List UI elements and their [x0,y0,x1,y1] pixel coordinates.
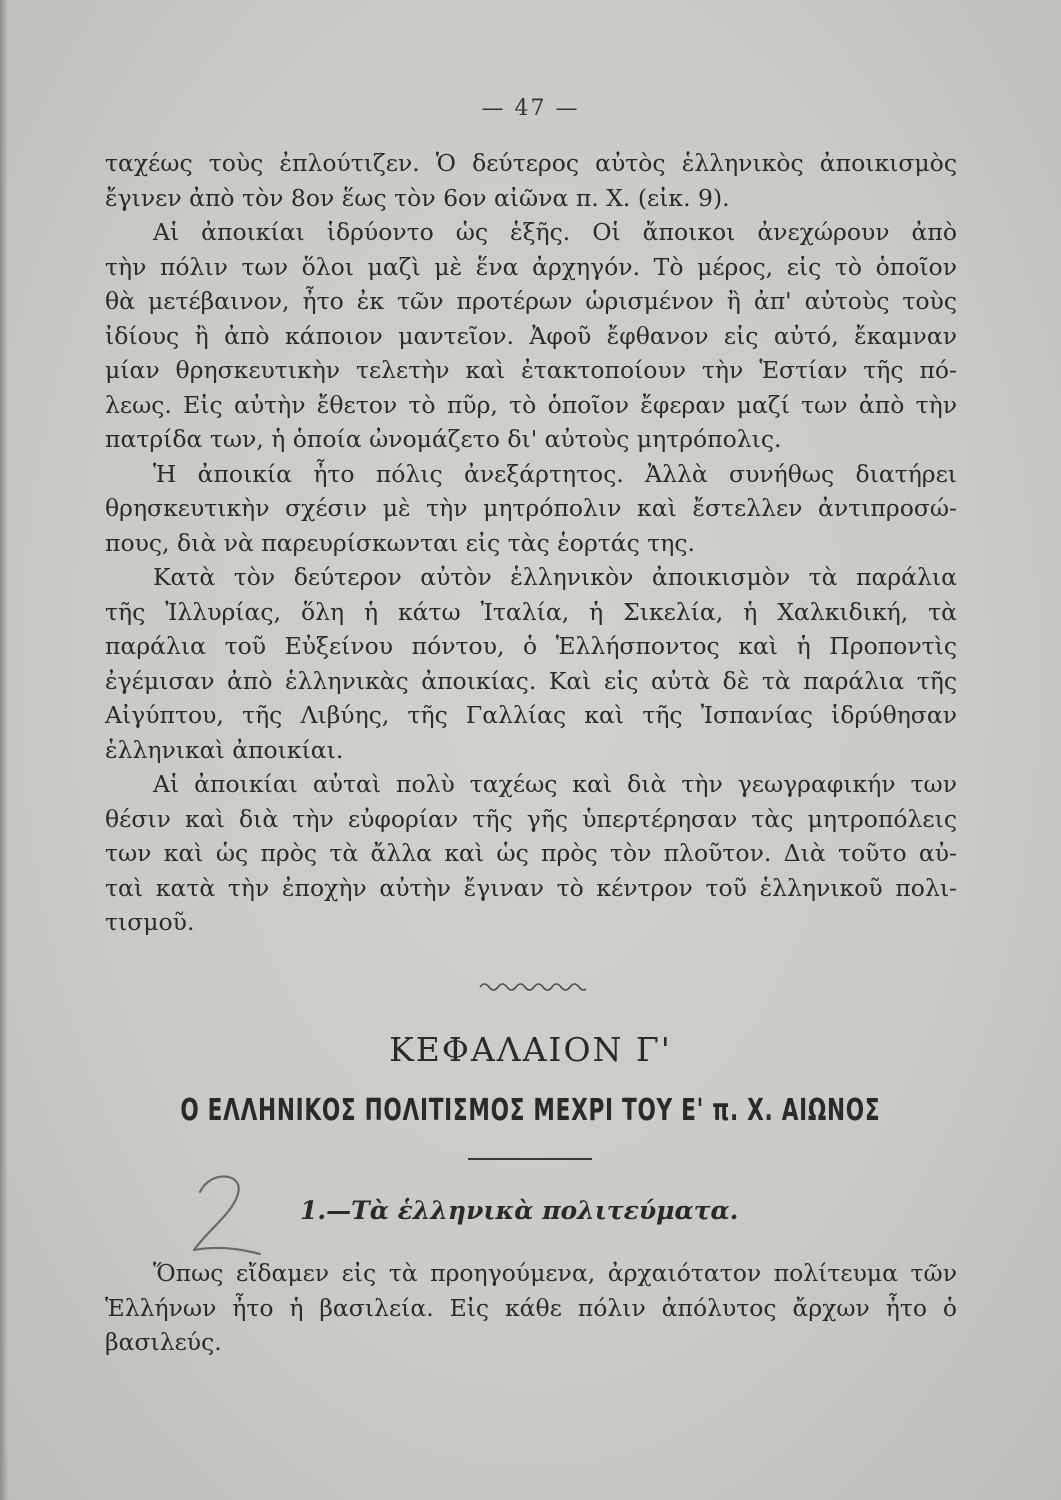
text-line: παράλια τοῦ Εὐξείνου πόντου, ὁ Ἑλλήσποντος καὶ ἡ Προποντὶς [105,632,957,660]
text-line: βασιλεύς. [105,1328,222,1356]
chapter-heading: ΚΕΦΑΛΑΙΟΝ Γ' [389,1030,672,1069]
text-line: Ἑλλήνων ἦτο ἡ βασιλεία. Εἰς κάθε πόλιν ἀπόλυτος ἄρχων ἦτο ὁ [105,1293,957,1322]
text-line: ταχέως τοὺς ἐπλούτιζεν. Ὁ δεύτερος αὐτὸς ἑλληνικὸς ἀποικισμὸς [105,149,957,177]
text-line: τὴν πόλιν των ὅλοι μαζὶ μὲ ἕνα ἀρχηγόν. Τὸ μέρος, εἰς τὸ ὁποῖον [105,252,957,281]
text-line: ἰδίους ἢ ἀπὸ κάποιον μαντεῖον. Ἀφοῦ ἔφθανον εἰς αὐτό, ἔκαμναν [105,321,957,350]
text-line: πους, διὰ νὰ παρευρίσκωνται εἰς τὰς ἑορτάς της. [105,528,695,557]
text-line: Ὅπως εἴδαμεν εἰς τὰ προηγούμενα, ἀρχαιότατον πολίτευμα τῶν [153,1259,957,1287]
text-line: θέσιν καὶ διὰ τὴν εὐφορίαν τῆς γῆς ὑπερτέρησαν τὰς μητροπόλεις [105,804,957,833]
text-line: των καὶ ὡς πρὸς τὰ ἄλλα καὶ ὡς πρὸς τὸν πλοῦτον. Διὰ τοῦτο αὐ- [105,839,957,867]
main-text-block [105,146,957,940]
text-line: θὰ μετέβαινον, ἦτο ἐκ τῶν προτέρων ὡρισμένον ἢ ἀπ' αὐτοὺς τοὺς [105,287,957,315]
chapter-subtitle: Ο ΕΛΛΗΝΙΚΟΣ ΠΟΛΙΤΙΣΜΟΣ ΜΕΧΡΙ ΤΟΥ Ε' π. Χ. ΑΙΩΝΟΣ [180,1093,881,1128]
page-number: — 47 — [481,96,580,121]
text-line: Κατὰ τὸν δεύτερον αὐτὸν ἑλληνικὸν ἀποικισμὸν τὰ παράλια [153,563,957,591]
page-edge-shadow [0,0,8,1500]
text-line: τῆς Ἰλλυρίας, ὅλη ἡ κάτω Ἰταλία, ἡ Σικελία, ἡ Χαλκιδική, τὰ [105,597,957,626]
text-line: Αἱ ἀποικίαι αὐταὶ πολὺ ταχέως καὶ διὰ τὴν γεωγραφικήν των [153,770,957,798]
text-line: ἑλληνικαὶ ἀποικίαι. [105,735,344,764]
text-line: λεως. Εἰς αὐτὴν ἔθετον τὸ πῦρ, τὸ ὁποῖον ἔφεραν μαζί των ἀπὸ τὴν [105,390,957,419]
text-line: τισμοῦ. [105,908,195,936]
handwritten-number-mark [186,1170,266,1260]
text-line: Ἡ ἀποικία ἦτο πόλις ἀνεξάρτητος. Ἀλλὰ συνήθως διατήρει [153,459,957,488]
heading-rule [468,1158,592,1160]
text-line: θρησκευτικὴν σχέσιν μὲ τὴν μητρόπολιν καὶ ἔστελλεν ἀντιπροσώ- [105,494,957,522]
text-line: Αἱ ἀποικίαι ἱδρύοντο ὡς ἑξῆς. Οἱ ἄποικοι ἀνεχώρουν ἀπὸ [153,218,957,246]
section-title: 1.—Τὰ ἑλληνικὰ πολιτεύματα. [300,1196,739,1225]
text-line: ταὶ κατὰ τὴν ἐποχὴν αὐτὴν ἔγιναν τὸ κέντρον τοῦ ἑλληνικοῦ πολι- [105,873,957,902]
text-line: ἔγινεν ἀπὸ τὸν 8ον ἕως τὸν 6ον αἰῶνα π. Χ. (εἰκ. 9). [105,183,730,212]
text-line: Αἰγύπτου, τῆς Λιβύης, τῆς Γαλλίας καὶ τῆς Ἰσπανίας ἱδρύθησαν [105,701,957,729]
section-text-block [105,1256,957,1360]
text-line: μίαν θρησκευτικὴν τελετὴν καὶ ἐτακτοποίουν τὴν Ἑστίαν τῆς πό- [105,356,957,384]
text-line: ἐγέμισαν ἀπὸ ἑλληνικὰς ἀποικίας. Καὶ εἰς αὐτὰ δὲ τὰ παράλια τῆς [105,666,957,695]
text-line: πατρίδα των, ἡ ὁποία ὠνομάζετο δι' αὐτοὺς μητρόπολις. [105,425,782,453]
wavy-divider-ornament [478,980,586,994]
